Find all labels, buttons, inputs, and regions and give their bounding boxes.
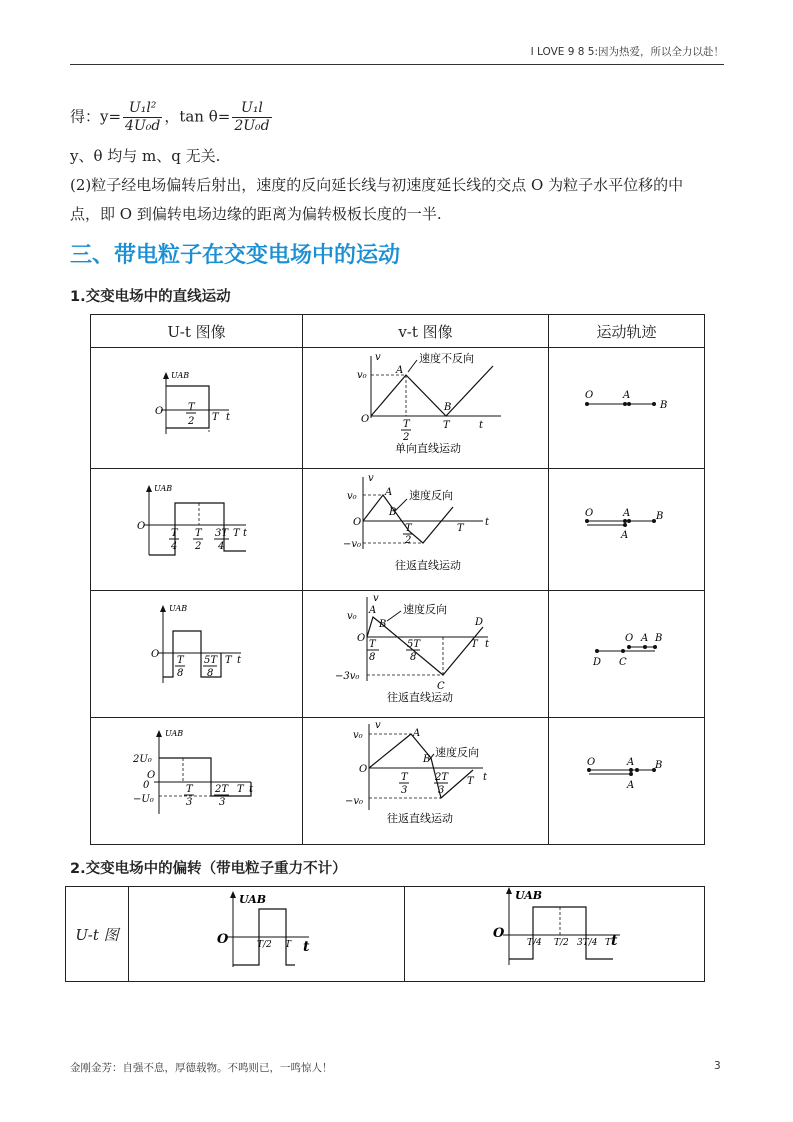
track-a: A <box>641 633 649 644</box>
vt-neg-v0: −v₀ <box>343 539 362 550</box>
vt-tick-2: 5T <box>407 639 421 650</box>
g2-tick-2: T/2 <box>554 938 569 948</box>
ut-tick-1-den: 3 <box>186 797 193 808</box>
ut-tick-1-den: 4 <box>171 541 178 552</box>
ut-tick-1-den: 8 <box>177 668 184 679</box>
ut-y-label: UAB <box>154 484 173 493</box>
ut-tick-T: T <box>233 528 240 539</box>
track-2 <box>549 469 705 591</box>
g1-t-axis: t <box>303 939 310 955</box>
ut-zero: 0 <box>143 780 150 791</box>
vt-note: 速度不反向 <box>419 352 474 365</box>
vt-caption: 往返直线运动 <box>387 812 453 825</box>
ut-origin: O <box>151 649 160 660</box>
vt-neg-3v0: −3v₀ <box>335 671 360 682</box>
track-c: C <box>619 657 627 668</box>
ut-t-axis: t <box>243 528 248 539</box>
vt-tick: T <box>401 772 408 783</box>
ut-tick-2: 2T <box>215 784 229 795</box>
ut-tick-1: T <box>177 655 184 666</box>
vt-origin: O <box>359 764 368 775</box>
track-a: A <box>623 508 631 519</box>
vt-v-label: v <box>375 352 381 363</box>
vt-point-d: D <box>475 617 484 628</box>
ut-t-axis: t <box>226 412 231 423</box>
tan-label: ，tan θ= <box>164 107 231 126</box>
vt-v0: v₀ <box>357 370 367 381</box>
para-2b: 点，即 O 到偏转电场边缘的距离为偏转极板长度的一半. <box>70 205 442 223</box>
ut-tick-T: T <box>225 655 232 666</box>
vt-point-b: B <box>379 619 387 630</box>
vt-graph-1 <box>303 348 549 469</box>
deflection-graph-2 <box>405 887 705 982</box>
tan-denominator: 2U₀d <box>234 118 270 134</box>
g2-tick-3: 3T/4 <box>577 938 598 948</box>
vt-tick-den: 8 <box>369 652 376 663</box>
vt-t-axis: t <box>479 420 484 431</box>
vt-graph-2 <box>303 469 549 591</box>
ut-tick-3-den: 4 <box>218 541 225 552</box>
footer-motto: 金刚金芳：自强不息，厚德载物。不鸣则已，一鸣惊人！ <box>70 1062 333 1074</box>
ut-origin: O <box>155 406 164 417</box>
vt-tick: T <box>403 419 410 430</box>
deflection-graph-1 <box>129 887 405 982</box>
vt-tick-den: 2 <box>405 535 412 546</box>
straight-motion-table <box>90 314 705 845</box>
vt-v-label: v <box>373 593 379 604</box>
track-1 <box>549 348 705 469</box>
y-numerator: U₁l² <box>123 100 162 118</box>
g1-tick-2: T <box>285 940 292 950</box>
g1-tick-1: T/2 <box>257 940 272 950</box>
g2-tick-1: T/4 <box>527 938 542 948</box>
g2-y-label: UAB <box>515 889 543 902</box>
col-ut: U-t 图像 <box>91 315 303 348</box>
ut-tick-den: 2 <box>188 416 195 427</box>
ut-neg-u0: −U₀ <box>133 794 154 805</box>
vt-graph-3 <box>303 591 549 718</box>
ut-tick-2: T <box>195 528 202 539</box>
vt-point-a: A <box>385 487 393 498</box>
g1-origin: O <box>217 932 229 947</box>
track-a-return: A <box>621 530 629 541</box>
g1-y-label: UAB <box>239 893 267 906</box>
section-title: 三、带电粒子在交变电场中的运动 <box>70 243 401 268</box>
vt-tick: T <box>405 523 412 534</box>
vt-tick-den: 2 <box>403 432 410 443</box>
vt-v0: v₀ <box>347 611 357 622</box>
ut-t-axis: t <box>249 784 254 795</box>
g2-tick-4: T <box>605 938 612 948</box>
ut-t-axis: t <box>237 655 242 666</box>
col-track: 运动轨迹 <box>549 315 705 348</box>
ut-tick-T: T <box>237 784 244 795</box>
vt-graph-4 <box>303 718 549 845</box>
track-o: O <box>625 633 634 644</box>
vt-t-axis: t <box>483 772 488 783</box>
vt-tick-T: T <box>471 639 478 650</box>
subsection-2-title: 2.交变电场中的偏转（带电粒子重力不计） <box>70 861 347 877</box>
vt-t-axis: t <box>485 639 490 650</box>
vt-t-axis: t <box>485 517 490 528</box>
vt-v-label: v <box>375 720 381 731</box>
vt-tick: T <box>369 639 376 650</box>
tan-fraction <box>232 100 271 135</box>
deflection-table <box>65 886 705 982</box>
vt-tick-2: 2T <box>435 772 449 783</box>
vt-point-b: B <box>423 754 431 765</box>
vt-note: 速度反向 <box>403 603 447 616</box>
ut-tick-2-den: 3 <box>219 797 226 808</box>
vt-v0: v₀ <box>353 730 363 741</box>
vt-v0: v₀ <box>347 491 357 502</box>
ut-tick-3: 3T <box>215 528 229 539</box>
track-b: B <box>660 400 668 411</box>
vt-tick-2-den: 3 <box>438 785 445 796</box>
ut-tick-2-den: 2 <box>195 541 202 552</box>
vt-caption: 往返直线运动 <box>387 691 453 704</box>
ut-graph-3 <box>91 591 303 718</box>
ut-origin: O <box>147 770 156 781</box>
vt-point-c: C <box>437 681 445 692</box>
ut-graph-2 <box>91 469 303 591</box>
track-b: B <box>655 760 663 771</box>
g2-origin: O <box>493 926 505 941</box>
ut-tick-1: T <box>171 528 178 539</box>
vt-origin: O <box>357 633 366 644</box>
header-rule <box>70 64 724 65</box>
para-2a: (2)粒子经电场偏转后射出，速度的反向延长线与初速度延长线的交点 O 为粒子水平位移的中 <box>70 176 684 194</box>
ut-tick-2-den: 8 <box>207 668 214 679</box>
vt-neg-v0: −v₀ <box>345 796 364 807</box>
y-denominator: 4U₀d <box>125 118 161 134</box>
vt-tick-den: 3 <box>401 785 408 796</box>
vt-caption: 单向直线运动 <box>395 442 461 455</box>
ut-tick-2: 5T <box>204 655 218 666</box>
vt-point-b: B <box>389 507 397 518</box>
ut-2u0: 2U₀ <box>133 754 152 765</box>
track-d: D <box>593 657 602 668</box>
track-4 <box>549 718 705 845</box>
formula-prefix: 得：y= <box>70 107 122 126</box>
page-header: I LOVE 9 8 5:因为热爱，所以全力以赴！ <box>530 46 724 58</box>
ut-graph-1 <box>91 348 303 469</box>
table2-label: U-t 图 <box>66 887 129 982</box>
track-b: B <box>655 633 663 644</box>
track-3 <box>549 591 705 718</box>
ut-y-label: UAB <box>171 371 190 380</box>
formula-line <box>70 100 274 135</box>
para-1: y、θ 均与 m、q 无关. <box>70 147 221 165</box>
track-b: B <box>656 511 664 522</box>
vt-origin: O <box>361 414 370 425</box>
vt-note: 速度反向 <box>435 746 479 759</box>
ut-y-label: UAB <box>169 604 188 613</box>
vt-point-b: B <box>444 402 452 413</box>
vt-point-a: A <box>413 728 421 739</box>
ut-graph-4 <box>91 718 303 845</box>
ut-tick: T <box>188 402 195 413</box>
track-a: A <box>627 757 635 768</box>
ut-origin: O <box>137 521 146 532</box>
vt-origin: O <box>353 517 362 528</box>
ut-tick-1: T <box>186 784 193 795</box>
y-fraction <box>123 100 162 135</box>
track-a: A <box>623 390 631 401</box>
vt-v-label: v <box>368 473 374 484</box>
track-o: O <box>585 508 594 519</box>
track-a-return: A <box>627 780 635 791</box>
vt-note: 速度反向 <box>409 489 453 502</box>
vt-point-a: A <box>369 605 377 616</box>
tan-numerator: U₁l <box>232 100 271 118</box>
vt-tick-T: T <box>443 420 450 431</box>
vt-tick-T: T <box>457 523 464 534</box>
vt-tick-2-den: 8 <box>410 652 417 663</box>
ut-tick-T: T <box>212 412 219 423</box>
track-o: O <box>585 390 594 401</box>
vt-tick-T: T <box>467 776 474 787</box>
g2-t-axis: t <box>611 933 618 949</box>
vt-caption: 往返直线运动 <box>395 559 461 572</box>
subsection-1-title: 1.交变电场中的直线运动 <box>70 289 231 305</box>
vt-point-a: A <box>396 365 404 376</box>
track-o: O <box>587 757 596 768</box>
page-number: 3 <box>714 1060 721 1072</box>
col-vt: v-t 图像 <box>303 315 549 348</box>
ut-y-label: UAB <box>165 729 184 738</box>
